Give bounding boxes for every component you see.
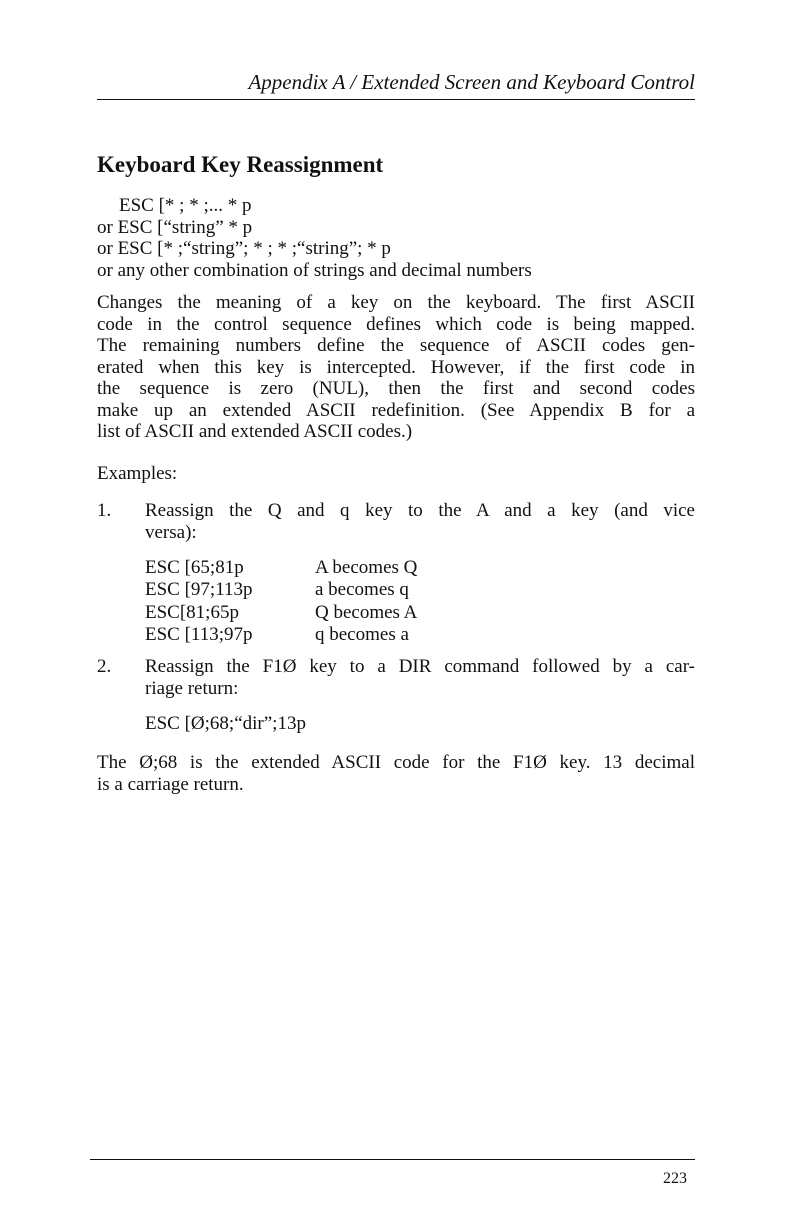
paragraph-line: Changes the meaning of a key on the keyboard. The first ASCII	[97, 292, 695, 313]
table-row	[145, 602, 417, 624]
header-rule	[97, 99, 695, 100]
example-2-command: ESC [Ø;68;“dir”;13p	[145, 713, 306, 734]
paragraph-line: Reassign the F1Ø key to a DIR command followed by a car-	[145, 656, 695, 677]
table-row	[145, 557, 417, 579]
paragraph-line: make up an extended ASCII redefinition. (See Appendix B for a	[97, 399, 695, 421]
closing-paragraph	[97, 752, 695, 795]
page-number: 223	[663, 1170, 687, 1187]
example-2-text	[145, 656, 695, 699]
table-row	[145, 579, 417, 601]
section-title: Keyboard Key Reassignment	[97, 152, 384, 177]
paragraph-line: erated when this key is intercepted. However, if the first code in	[97, 356, 695, 378]
example-number: 2.	[97, 656, 112, 677]
escape-code: ESC [65;81p	[145, 557, 244, 578]
escape-code: ESC[81;65p	[145, 601, 239, 623]
description-paragraph	[97, 292, 695, 443]
key-mapping-table	[145, 557, 417, 646]
table-row	[145, 624, 417, 646]
running-header: Appendix A / Extended Screen and Keyboard Control	[248, 70, 695, 94]
paragraph-line: The Ø;68 is the extended ASCII code for the F1Ø key. 13 decimal	[97, 752, 695, 773]
mapping-description: Q becomes A	[315, 601, 418, 623]
paragraph-line: the sequence is zero (NUL), then the first and second codes	[97, 378, 695, 399]
example-number: 1.	[97, 500, 112, 521]
mapping-description: A becomes Q	[315, 557, 418, 578]
syntax-block	[97, 195, 695, 281]
syntax-line: or ESC [“string” * p	[97, 216, 253, 238]
escape-code: ESC [97;113p	[145, 579, 253, 601]
syntax-line: ESC [* ; * ;... * p	[119, 195, 252, 216]
paragraph-line: is a carriage return.	[97, 773, 244, 795]
escape-code: ESC [113;97p	[145, 623, 253, 645]
paragraph-line: code in the control sequence defines which code is being mapped.	[97, 313, 695, 335]
syntax-line: or ESC [* ;“string”; * ; * ;“string”; * p	[97, 238, 391, 259]
paragraph-line: The remaining numbers define the sequence of ASCII codes gen-	[97, 335, 695, 356]
footer-rule	[90, 1159, 695, 1160]
paragraph-line: list of ASCII and extended ASCII codes.)	[97, 421, 413, 442]
syntax-line: or any other combination of strings and decimal numbers	[97, 259, 532, 281]
paragraph-line: riage return:	[145, 677, 239, 699]
mapping-description: a becomes q	[315, 579, 409, 601]
paragraph-line: versa):	[145, 521, 197, 543]
examples-label: Examples:	[97, 463, 178, 484]
paragraph-line: Reassign the Q and q key to the A and a key (and vice	[145, 500, 695, 521]
example-1-text	[145, 500, 695, 543]
mapping-description: q becomes a	[315, 623, 409, 645]
